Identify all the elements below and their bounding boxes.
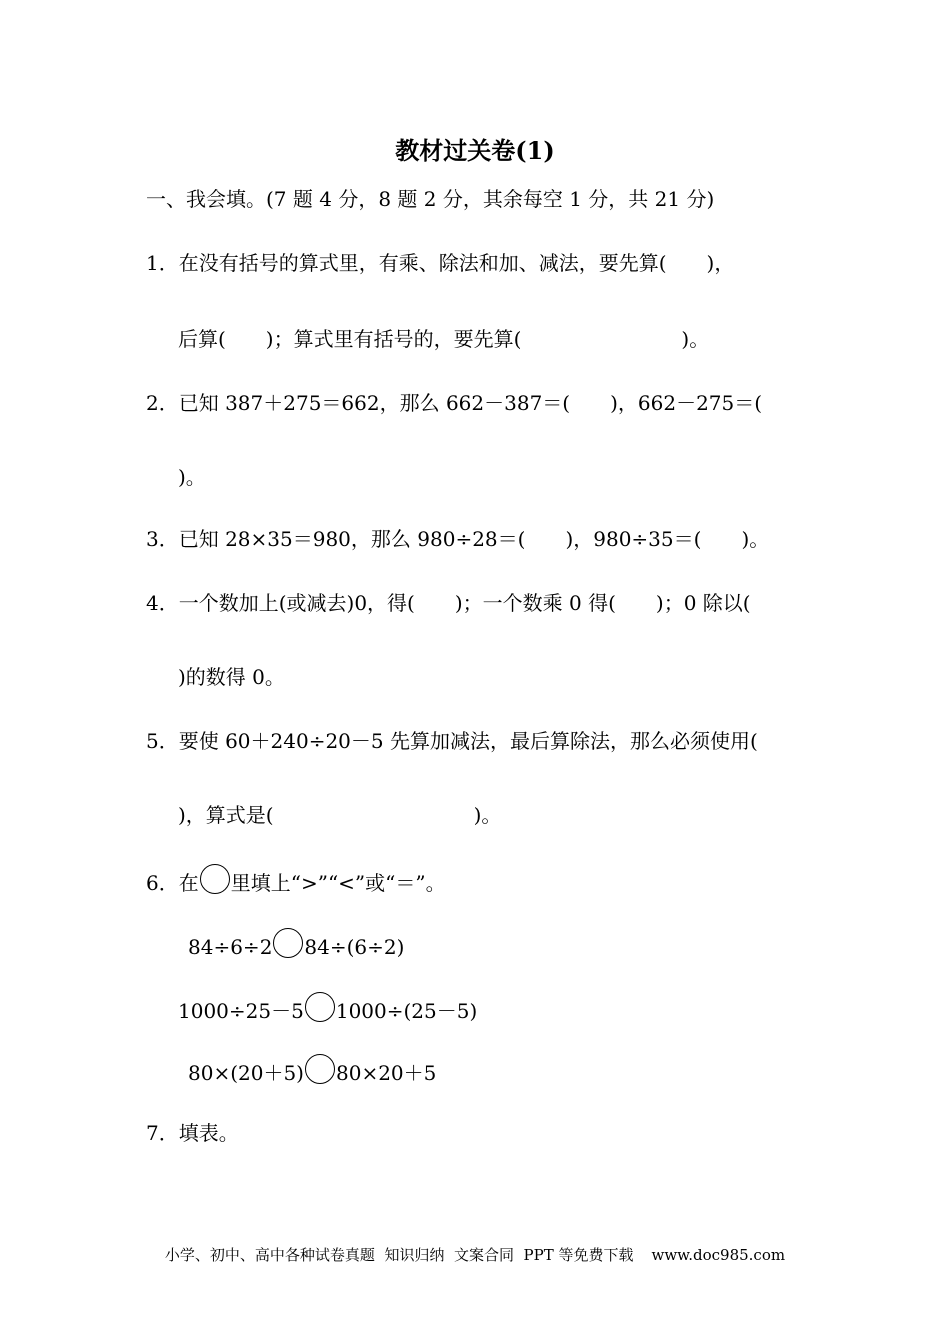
footer-url[interactable]: www.doc985.com [651,1246,786,1264]
compare-blank-circle-icon[interactable] [273,928,303,958]
compare-right: 1000÷(25－5) [335,999,478,1023]
question-5-line-2: )，算式是( )。 [178,803,502,827]
question-4-line-2: )的数得 0。 [178,665,285,689]
compare-left: 80×(20＋5) [188,1061,304,1085]
question-6-prefix: 6．在 [146,871,199,895]
compare-right: 84÷(6÷2) [304,935,405,959]
footer-text: 小学、初中、高中各种试卷真题 知识归纳 文案合同 PPT 等免费下载 [164,1246,634,1264]
question-2-line-2: )。 [178,465,206,489]
question-3: 3．已知 28×35＝980，那么 980÷28＝( )，980÷35＝( )。 [146,527,770,551]
question-5-line-1: 5．要使 60＋240÷20－5 先算加减法，最后算除法，那么必须使用( [146,729,758,753]
compare-right: 80×20＋5 [336,1061,437,1085]
compare-row [178,992,477,1024]
question-2-line-1: 2．已知 387＋275＝662，那么 662－387＝( )，662－275＝( [146,391,763,415]
compare-blank-circle-icon[interactable] [305,992,335,1022]
section-heading: 一、我会填。(7 题 4 分，8 题 2 分，其余每空 1 分，共 21 分) [146,187,715,211]
question-1-line-1: 1．在没有括号的算式里，有乘、除法和加、减法，要先算( )， [146,251,735,275]
compare-row [188,928,404,960]
question-1-line-2: 后算( )；算式里有括号的，要先算( )。 [178,327,710,351]
compare-row [188,1054,436,1086]
question-6-suffix: 里填上“>”“<”或“＝”。 [230,871,446,895]
compare-left: 1000÷25－5 [178,999,304,1023]
compare-left: 84÷6÷2 [188,935,273,959]
page-title: 教材过关卷(1) [395,136,555,165]
question-6-prompt [146,864,446,896]
page-footer [0,1244,950,1266]
question-4-line-1: 4．一个数加上(或减去)0，得( )；一个数乘 0 得( )；0 除以( [146,591,751,615]
compare-blank-circle-icon[interactable] [305,1054,335,1084]
question-7: 7．填表。 [146,1121,239,1145]
compare-circle-icon [200,864,230,894]
